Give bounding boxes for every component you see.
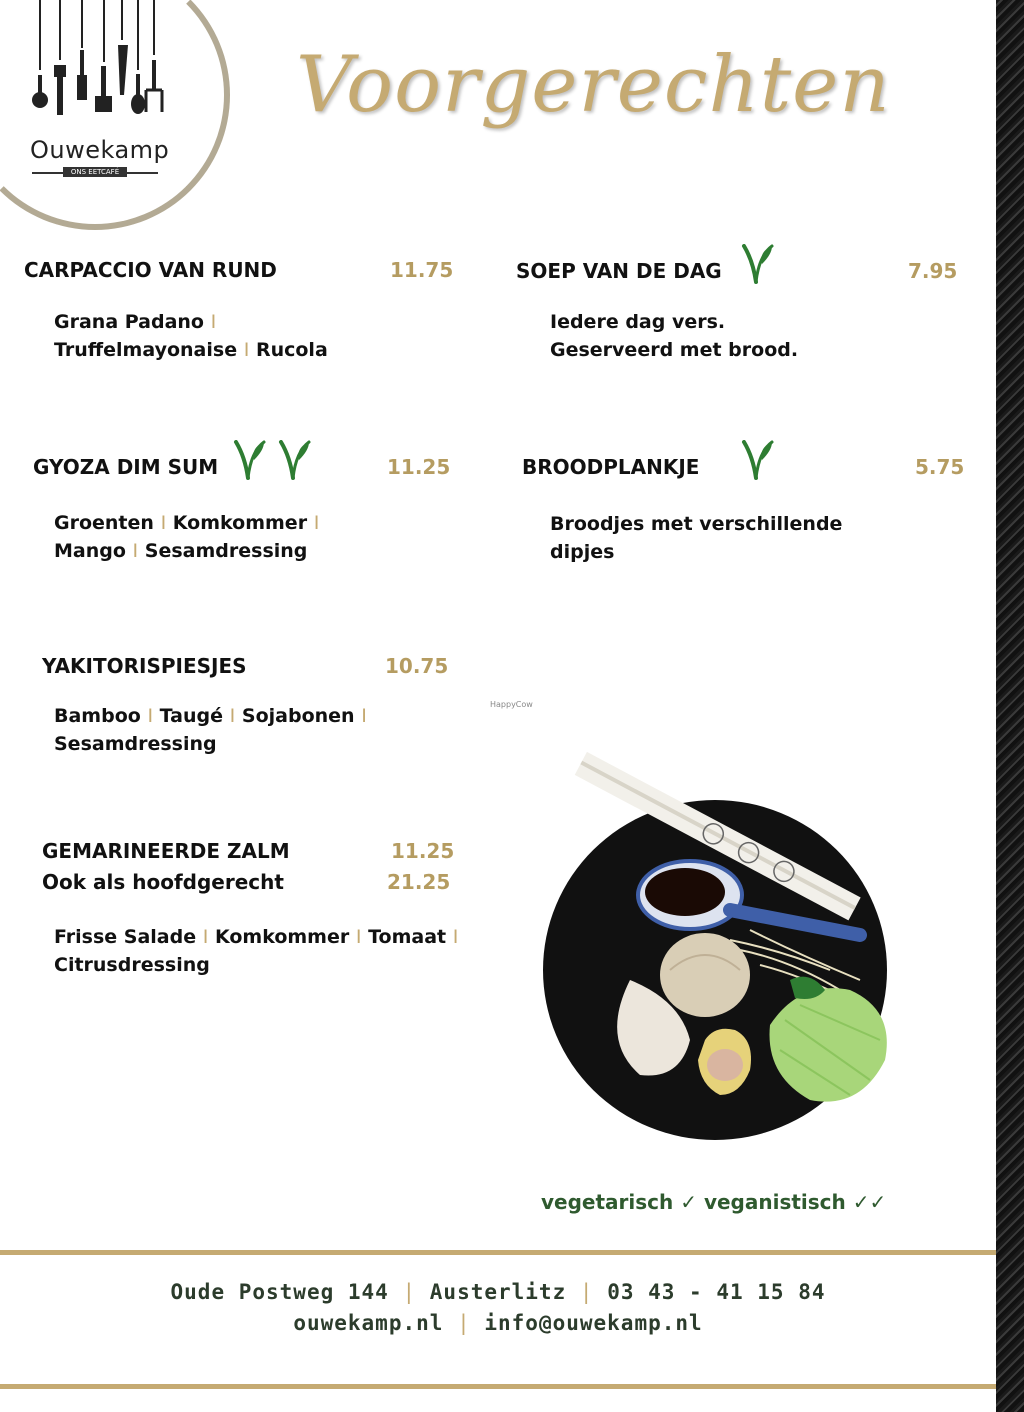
brand-tagline: ONS EETCAFÉ xyxy=(63,167,127,177)
dish-price: 5.75 xyxy=(915,455,965,479)
separator: I xyxy=(210,311,217,333)
brand-tagline-bar xyxy=(32,168,158,186)
watermark: HappyCow xyxy=(490,700,533,709)
vegan-leaf-icon xyxy=(277,440,311,480)
dish-alt-name: Ook als hoofdgerecht xyxy=(42,870,284,894)
separator: I xyxy=(361,705,367,727)
separator: I xyxy=(202,926,209,948)
dish-description xyxy=(54,509,319,565)
divider: | xyxy=(402,1280,417,1304)
ingredient: Bamboo xyxy=(54,705,141,727)
ingredient: Frisse Salade xyxy=(54,926,197,948)
dish-description xyxy=(550,308,798,364)
dish-name: GEMARINEERDE ZALM xyxy=(42,839,290,863)
separator: I xyxy=(243,339,250,361)
separator: I xyxy=(313,512,320,534)
phone-number: 03 43 - 41 15 84 xyxy=(607,1280,826,1304)
footer-top-rule xyxy=(0,1250,996,1255)
ingredient: Groenten xyxy=(54,512,154,534)
dish-description xyxy=(54,308,328,364)
dish-name: BROODPLANKJE xyxy=(522,455,700,479)
dish-name: SOEP VAN DE DAG xyxy=(516,259,722,283)
dish-description xyxy=(54,702,367,758)
ingredient: Tomaat xyxy=(368,926,447,948)
separator: I xyxy=(132,540,139,562)
description-line: dipjes xyxy=(550,541,615,563)
divider: | xyxy=(457,1311,471,1335)
separator: I xyxy=(229,705,236,727)
footer-contact-line xyxy=(0,1280,996,1304)
vegetarian-leaf-icon xyxy=(740,244,774,284)
website-link[interactable]: ouwekamp.nl xyxy=(293,1311,444,1335)
page-title: Voorgerechten xyxy=(296,40,891,130)
separator: I xyxy=(160,512,167,534)
footer-bottom-rule xyxy=(0,1384,996,1389)
ingredient: Sesamdressing xyxy=(144,540,308,562)
ingredient: Rucola xyxy=(255,339,328,361)
separator: I xyxy=(355,926,362,948)
divider: | xyxy=(579,1280,594,1304)
ingredient: Mango xyxy=(54,540,126,562)
ingredient: Komkommer xyxy=(214,926,350,948)
description-line: Broodjes met verschillende xyxy=(550,513,843,535)
dish-price: 11.25 xyxy=(387,455,451,479)
ingredient: Citrusdressing xyxy=(54,954,210,976)
dish-price: 11.25 xyxy=(391,839,455,863)
ingredient: Truffelmayonaise xyxy=(54,339,238,361)
dish-name: CARPACCIO VAN RUND xyxy=(24,258,277,282)
dim-sum-plate-photo xyxy=(540,740,910,1140)
ingredient: Sojabonen xyxy=(241,705,355,727)
diet-legend: vegetarisch ✓ veganistisch ✓✓ xyxy=(541,1190,887,1214)
email-link[interactable]: info@ouwekamp.nl xyxy=(484,1311,703,1335)
dish-description xyxy=(54,923,458,979)
footer-web-line xyxy=(0,1311,996,1335)
ingredient: Komkommer xyxy=(172,512,308,534)
description-line: Iedere dag vers. xyxy=(550,311,726,333)
dish-description xyxy=(550,510,842,566)
city: Austerlitz xyxy=(429,1280,567,1304)
vegetarian-leaf-icon xyxy=(740,440,774,480)
utensils-logo-icon xyxy=(0,0,230,230)
dish-alt-price: 21.25 xyxy=(387,870,451,894)
description-line: Geserveerd met brood. xyxy=(550,339,799,361)
ingredient: Grana Padano xyxy=(54,311,204,333)
ingredient: Sesamdressing xyxy=(54,733,217,755)
dark-texture-edge xyxy=(996,0,1024,1412)
address: Oude Postweg 144 xyxy=(170,1280,389,1304)
separator: I xyxy=(147,705,154,727)
ingredient: Taugé xyxy=(159,705,224,727)
separator: I xyxy=(452,926,459,948)
brand-name: Ouwekamp xyxy=(30,136,170,164)
dish-price: 7.95 xyxy=(908,259,958,283)
dish-price: 10.75 xyxy=(385,654,449,678)
dish-name: GYOZA DIM SUM xyxy=(33,455,219,479)
dish-name: YAKITORISPIESJES xyxy=(42,654,247,678)
dish-price: 11.75 xyxy=(390,258,454,282)
vegan-leaf-icon xyxy=(232,440,266,480)
